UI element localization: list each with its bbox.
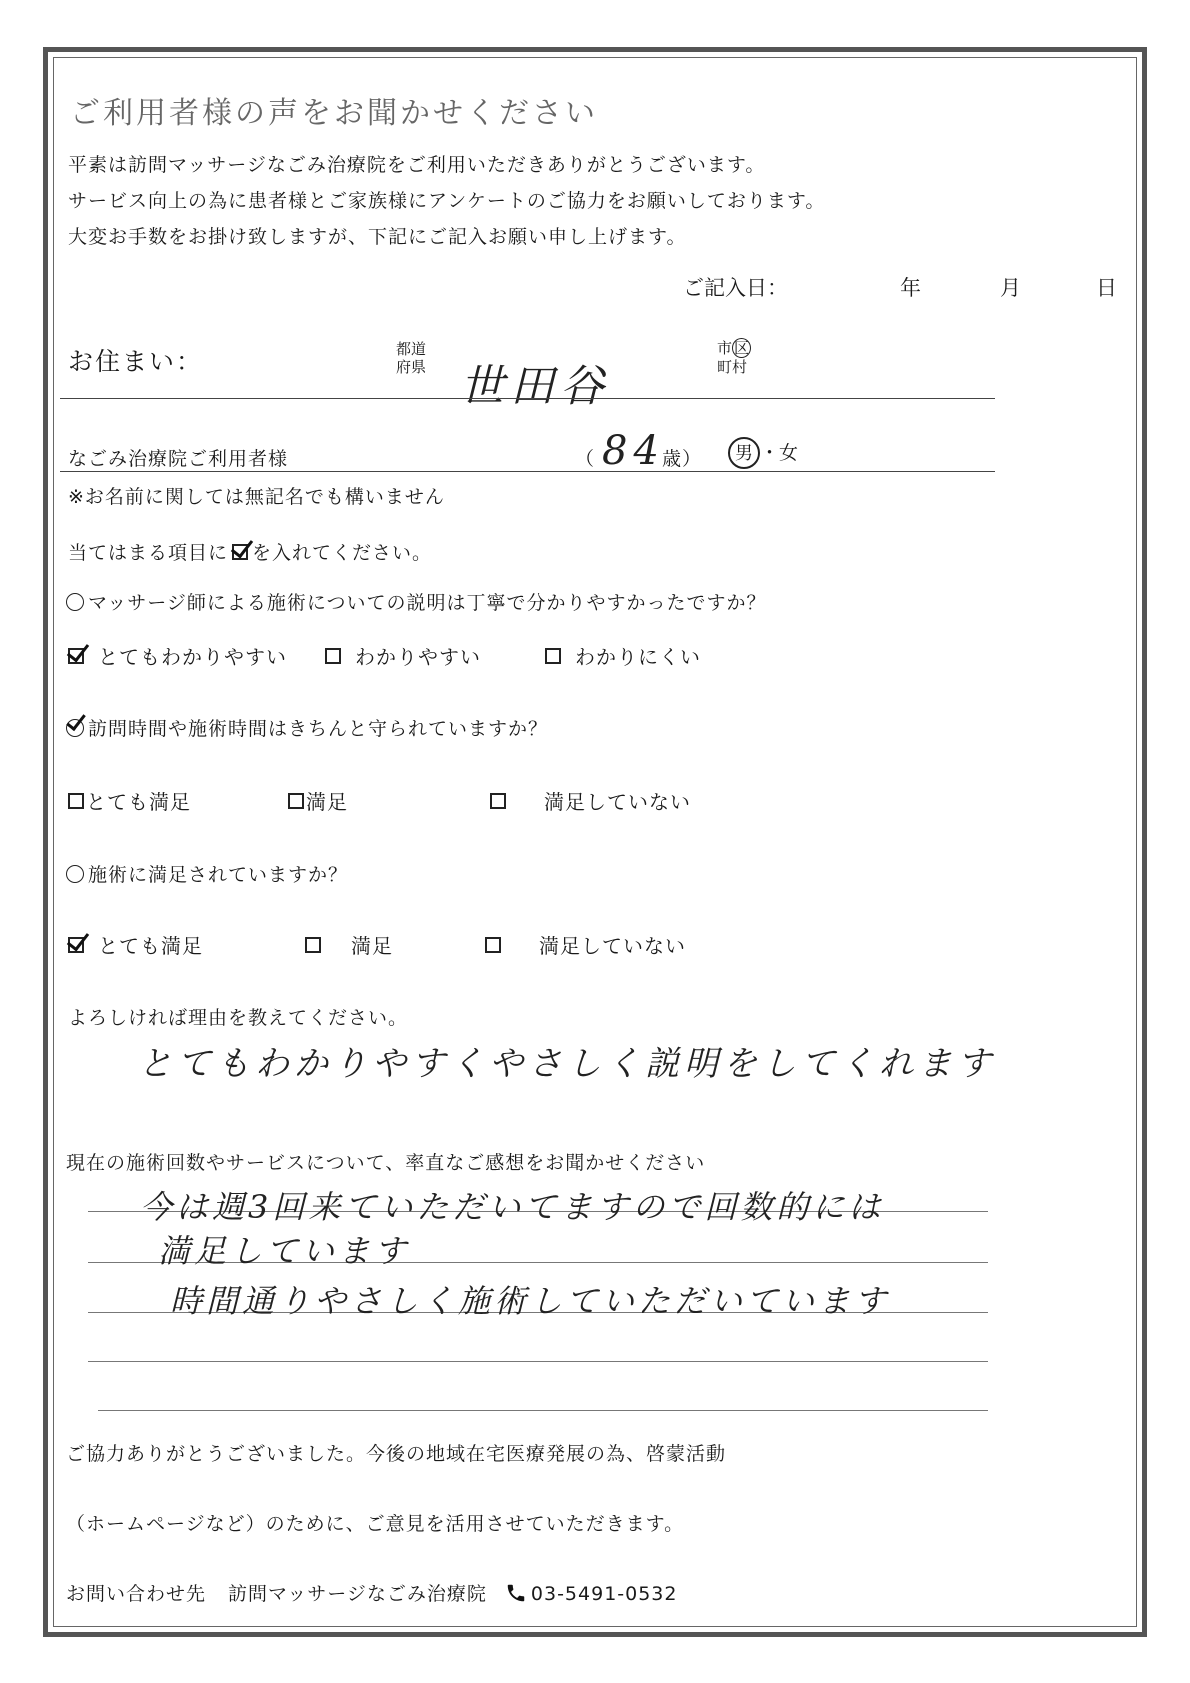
age-open-paren: （ [575, 448, 596, 470]
impressions-answer-1[interactable]: 今は週3回来ていただいてますので回数的には [140, 1188, 885, 1226]
impressions-line-5 [98, 1410, 988, 1411]
question-2 [66, 714, 548, 741]
q3-option-2-checkbox[interactable] [305, 937, 321, 953]
reason-answer[interactable]: とてもわかりやすくやさしく説明をしてくれます [138, 1044, 996, 1084]
closing-line-2: （ホームページなど）のために、ご意見を活用させていただきます。 [66, 1513, 685, 1535]
gender-separator: ・ [760, 442, 780, 464]
age-unit: 歳） [662, 448, 703, 470]
q2-option-3-label: 満足していない [544, 790, 691, 814]
q1-option-3-label: わかりにくい [575, 645, 701, 669]
form-title: ご利用者様の声をお聞かせください [70, 96, 598, 131]
q3-option-2-label: 満足 [351, 934, 393, 958]
user-label: なごみ治療院ご利用者様 [68, 448, 289, 470]
name-note: ※お名前に関しては無記名でも構いません [68, 486, 445, 508]
prefecture-label: 都道府県 [395, 340, 426, 376]
q2-option-3-checkbox[interactable] [490, 793, 506, 809]
city-label-prefix: 市 [717, 339, 733, 357]
instruction-prefix: 当てはまる項目に [68, 542, 229, 564]
q1-option-3-checkbox[interactable] [545, 648, 561, 664]
date-label: ご記入日： [683, 276, 788, 300]
contact-label: お問い合わせ先 [66, 1583, 207, 1605]
date-year-unit: 年 [900, 276, 921, 300]
gender-row [728, 437, 798, 469]
question-2-text: 訪問時間や施術時間はきちんと守られていますか？ [88, 718, 549, 740]
q1-option-1-checkbox[interactable] [68, 648, 84, 664]
question-2-marker-icon [66, 719, 84, 737]
q1-option-2-label: わかりやすい [355, 645, 481, 669]
question-1-text: マッサージ師による施術についての説明は丁寧で分かりやすかったですか？ [88, 592, 767, 614]
intro-line-3: 大変お手数をお掛け致しますが、下記にご記入お願い申し上げます。 [68, 226, 687, 248]
question-3-marker-icon [66, 865, 84, 883]
impressions-answer-2[interactable]: 満足しています [158, 1232, 411, 1270]
phone-icon [505, 1582, 527, 1604]
q3-option-2[interactable] [305, 930, 393, 959]
q3-option-1-checkbox[interactable] [68, 937, 84, 953]
intro-line-1: 平素は訪問マッサージなごみ治療院をご利用いただきありがとうございます。 [68, 154, 766, 176]
impressions-label: 現在の施術回数やサービスについて、率直なご感想をお聞かせください [66, 1152, 706, 1174]
question-1 [66, 588, 766, 615]
user-underline [60, 471, 995, 472]
checkbox-example-icon [232, 544, 248, 560]
impressions-answer-3[interactable]: 時間通りやさしく施術していただいています [170, 1282, 891, 1320]
q1-option-1[interactable] [68, 641, 287, 670]
city-label-suffix: 町村 [717, 358, 748, 376]
q1-option-3[interactable] [545, 641, 701, 670]
inner-frame [53, 57, 1137, 1627]
closing-line-1: ご協力ありがとうございました。今後の地域在宅医療発展の為、啓蒙活動 [66, 1443, 727, 1465]
gender-female[interactable]: 女 [779, 442, 799, 464]
gender-male[interactable]: 男 [728, 437, 760, 469]
q2-option-1[interactable] [68, 786, 191, 815]
address-underline [60, 398, 995, 399]
contact-phone[interactable]: 03-5491-0532 [530, 1583, 678, 1605]
question-3 [66, 860, 348, 887]
q3-option-3-checkbox[interactable] [485, 937, 501, 953]
date-day-unit: 日 [1096, 276, 1117, 300]
question-1-marker-icon [66, 593, 84, 611]
q3-option-1[interactable] [68, 930, 203, 959]
q2-option-2[interactable] [288, 786, 348, 815]
city-label [717, 338, 751, 376]
q1-option-2[interactable] [325, 641, 481, 670]
q1-option-2-checkbox[interactable] [325, 648, 341, 664]
contact-line [66, 1579, 678, 1606]
q2-option-1-checkbox[interactable] [68, 793, 84, 809]
q2-option-1-label: とても満足 [86, 790, 191, 814]
question-3-text: 施術に満足されていますか？ [88, 864, 349, 886]
address-label: お住まい： [68, 347, 204, 376]
instruction [68, 538, 432, 565]
intro-line-2: サービス向上の為に患者様とご家族様にアンケートのご協力をお願いしております。 [68, 190, 826, 212]
reason-label: よろしければ理由を教えてください。 [68, 1007, 409, 1029]
city-label-circled: 区 [734, 339, 750, 357]
instruction-suffix: を入れてください。 [252, 542, 433, 564]
age-handwritten[interactable]: 84 [602, 428, 665, 474]
q3-option-3[interactable] [485, 930, 686, 959]
impressions-line-4 [88, 1361, 988, 1362]
q1-option-1-label: とてもわかりやすい [98, 645, 287, 669]
q3-option-1-label: とても満足 [98, 934, 203, 958]
date-month-unit: 月 [1000, 276, 1021, 300]
address-handwritten[interactable]: 世田谷 [460, 361, 610, 412]
q2-option-2-label: 満足 [306, 790, 348, 814]
q3-option-3-label: 満足していない [539, 934, 686, 958]
q2-option-2-checkbox[interactable] [288, 793, 304, 809]
q2-option-3[interactable] [490, 786, 691, 815]
contact-clinic: 訪問マッサージなごみ治療院 [228, 1583, 487, 1605]
